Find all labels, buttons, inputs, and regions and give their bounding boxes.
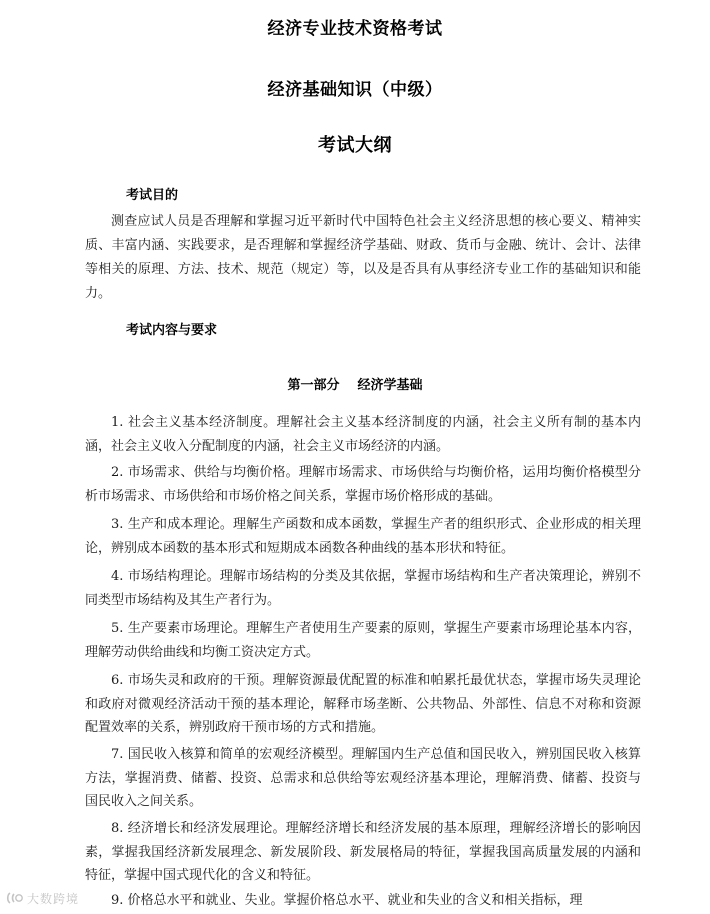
purpose-paragraph: 测查应试人员是否理解和掌握习近平新时代中国特色社会主义经济思想的核心要义、精神实质、丰富内涵、实践要求，是否理解和掌握经济学基础、财政、货币与金融、统计、会计、法律等相关的原理、方法、技术、规范（规定）等，以及是否具有从事经济专业工作的基础知识和能力。 bbox=[85, 214, 641, 301]
exam-title: 经济专业技术资格考试 bbox=[267, 19, 443, 39]
watermark-logo-icon bbox=[6, 891, 24, 908]
subject-title: 经济基础知识（中级） bbox=[267, 80, 443, 100]
purpose-heading: 考试目的 bbox=[126, 188, 179, 203]
list-item: 9. 价格总水平和就业、失业。掌握价格总水平、就业和失业的含义和相关指标，理 bbox=[111, 893, 583, 908]
watermark bbox=[6, 890, 79, 908]
list-item: 5. 生产要素市场理论。理解生产者使用生产要素的原则，掌握生产要素市场理论基本内容，理解劳动供给曲线和均衡工资决定方式。 bbox=[85, 621, 641, 660]
list-item: 6. 市场失灵和政府的干预。理解资源最优配置的标准和帕累托最优状态，掌握市场失灵理论和政府对微观经济活动干预的基本理论，解释市场垄断、公共物品、外部性、信息不对称和资源配置效率的关系，辨别政府干预市场的方式和措施。 bbox=[85, 673, 641, 735]
watermark-text: 大数跨境 bbox=[27, 892, 80, 906]
list-item: 2. 市场需求、供给与均衡价格。理解市场需求、市场供给与均衡价格，运用均衡价格模型分析市场需求、市场供给和市场价格之间关系，掌握市场价格形成的基础。 bbox=[85, 465, 641, 504]
list-item: 8. 经济增长和经济发展理论。理解经济增长和经济发展的基本原理，理解经济增长的影响因素，掌握我国经济新发展理念、新发展阶段、新发展格局的特征，掌握我国高质量发展的内涵和特征，掌握中国式现代化的含义和特征。 bbox=[85, 821, 641, 883]
list-item: 7. 国民收入核算和简单的宏观经济模型。理解国内生产总值和国民收入，辨别国民收入核算方法，掌握消费、储蓄、投资、总需求和总供给等宏观经济基本理论，理解消费、储蓄、投资与国民收入之间关系。 bbox=[85, 747, 641, 809]
part-one-title: 第一部分 经济学基础 bbox=[287, 378, 423, 393]
syllabus-title: 考试大纲 bbox=[318, 135, 392, 156]
list-item: 4. 市场结构理论。理解市场结构的分类及其依据，掌握市场结构和生产者决策理论，辨别不同类型市场结构及其生产者行为。 bbox=[85, 569, 641, 608]
list-item: 3. 生产和成本理论。理解生产函数和成本函数，掌握生产者的组织形式、企业形成的相关理论，辨别成本函数的基本形式和短期成本函数各种曲线的基本形状和特征。 bbox=[85, 517, 641, 556]
list-item: 1. 社会主义基本经济制度。理解社会主义基本经济制度的内涵，社会主义所有制的基本内涵，社会主义收入分配制度的内涵，社会主义市场经济的内涵。 bbox=[85, 415, 641, 454]
content-heading: 考试内容与要求 bbox=[126, 323, 218, 338]
